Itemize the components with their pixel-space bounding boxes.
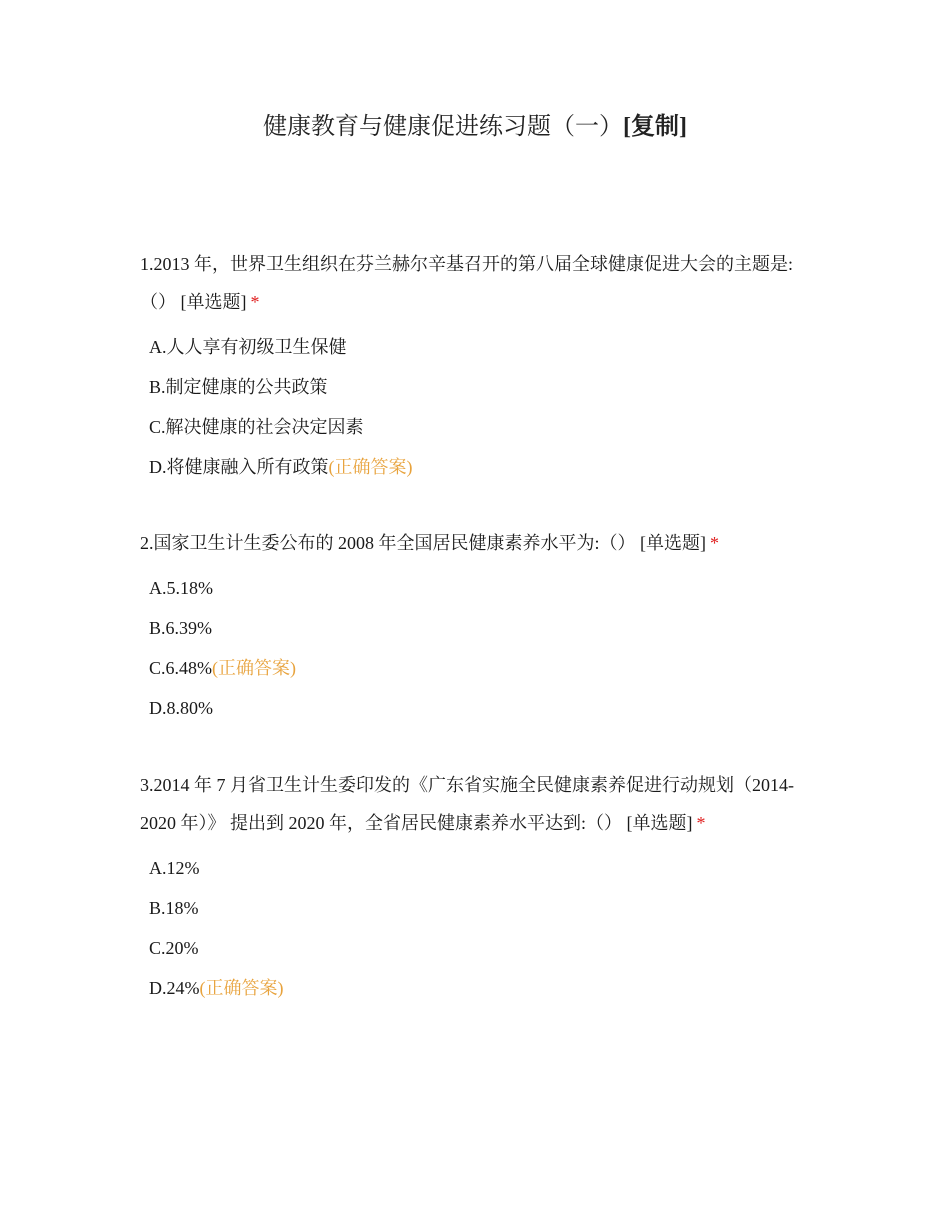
option-d[interactable]: [149, 688, 805, 728]
option-a[interactable]: [149, 848, 805, 888]
question-text: [140, 766, 805, 842]
option-b[interactable]: [149, 608, 805, 648]
question-stem: 国家卫生计生委公布的 2008 年全国居民健康素养水平为:（） [单选题]: [153, 533, 706, 553]
option-d[interactable]: [149, 968, 805, 1008]
option-label: C.解决健康的社会决定因素: [149, 417, 364, 437]
title-copy-tag: [复制]: [623, 114, 687, 140]
option-label: B.6.39%: [149, 618, 212, 638]
question-text: [140, 524, 805, 562]
correct-answer-tag: (正确答案): [212, 658, 296, 678]
question-number: 2.: [140, 533, 154, 553]
question-stem: 2014 年 7 月省卫生计生委印发的《广东省实施全民健康素养促进行动规划（2014-2020 年）》 提出到 2020 年，全省居民健康素养水平达到:（） [单选题]: [140, 775, 794, 833]
question-1: [140, 245, 805, 487]
option-label: A.人人享有初级卫生保健: [149, 337, 347, 357]
correct-answer-tag: (正确答案): [199, 978, 284, 998]
question-2: [140, 524, 805, 728]
correct-answer-tag: (正确答案): [328, 457, 413, 477]
option-b[interactable]: [149, 888, 805, 928]
question-number: 3.: [140, 775, 154, 795]
option-c[interactable]: [149, 928, 805, 968]
option-list: [140, 568, 805, 728]
title-main: 健康教育与健康促进练习题（一）: [263, 114, 623, 140]
option-list: [140, 848, 805, 1008]
option-list: [140, 327, 805, 487]
option-a[interactable]: [149, 327, 805, 367]
question-3: [140, 766, 805, 1008]
option-a[interactable]: [149, 568, 805, 608]
option-label: D.将健康融入所有政策: [149, 457, 329, 477]
option-label: B.制定健康的公共政策: [149, 377, 328, 397]
required-mark: *: [710, 533, 719, 553]
question-stem: 2013 年，世界卫生组织在芬兰赫尔辛基召开的第八届全球健康促进大会的主题是:（） [单选题]: [140, 254, 793, 312]
option-label: A.12%: [149, 858, 200, 878]
option-c[interactable]: [149, 407, 805, 447]
required-mark: *: [696, 813, 706, 833]
question-text: [140, 245, 805, 321]
page-title: [0, 110, 950, 144]
option-label: C.6.48%: [149, 658, 212, 678]
option-label: D.8.80%: [149, 698, 213, 718]
option-d[interactable]: [149, 447, 805, 487]
question-number: 1.: [140, 254, 154, 274]
option-label: D.24%: [149, 978, 200, 998]
required-mark: *: [250, 292, 260, 312]
option-label: A.5.18%: [149, 578, 213, 598]
option-label: C.20%: [149, 938, 199, 958]
option-label: B.18%: [149, 898, 199, 918]
option-c[interactable]: [149, 648, 805, 688]
option-b[interactable]: [149, 367, 805, 407]
